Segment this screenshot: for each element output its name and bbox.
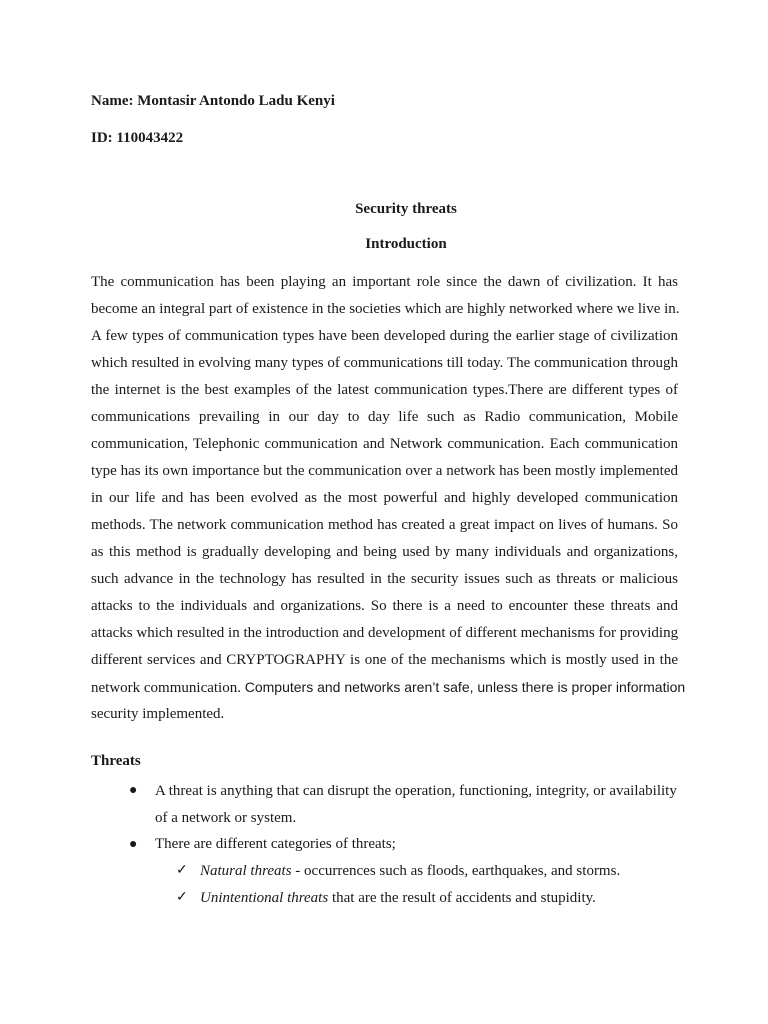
sub-bullet-description: that are the result of accidents and stupidity. [328, 890, 596, 906]
sub-bullet-term: Natural threats [200, 863, 292, 879]
paragraph-line: as this method is gradually developing and being used by many individuals and organizations, [91, 544, 678, 560]
paragraph-line: The communication has been playing an important role since the dawn of civilization. It has [91, 274, 678, 290]
paragraph-line: such advance in the technology has resulted in the security issues such as threats or malicious [91, 571, 678, 587]
paragraph-line: communications prevailing in our day to day life such as Radio communication, Mobile [91, 409, 678, 425]
paragraph-line: security implemented. [91, 706, 225, 722]
bullet-item: There are different categories of threats; [155, 836, 396, 852]
sub-bullet-item [200, 889, 596, 907]
paragraph-line: in our life and has been evolved as the most powerful and highly developed communication [91, 490, 678, 506]
paragraph-line: A few types of communication types have been developed during the earlier stage of civilization [91, 328, 678, 344]
introduction-paragraph [91, 269, 686, 728]
threats-heading: Threats [91, 753, 141, 769]
paragraph-line: methods. The network communication method has created a great impact on lives of humans. So [91, 517, 678, 533]
sub-bullet-item [200, 862, 620, 880]
paragraph-fragment-sans: Computers and networks aren’t safe, unless there is proper information [244, 679, 686, 695]
student-name: Name: Montasir Antondo Ladu Kenyi [91, 93, 335, 109]
sub-bullet-description: - occurrences such as floods, earthquakes, and storms. [291, 863, 621, 879]
student-id: ID: 110043422 [91, 130, 184, 146]
paragraph-line: attacks to the individuals and organizations. So there is a need to encounter these threats and [91, 598, 678, 614]
check-icon: ✓ [176, 863, 188, 878]
paragraph-line: different services and CRYPTOGRAPHY is one of the mechanisms which is mostly used in the [91, 652, 678, 668]
sub-bullet-term: Unintentional threats [200, 890, 329, 906]
paragraph-line: which resulted in evolving many types of communications till today. The communication through [91, 355, 678, 371]
paragraph-line: attacks which resulted in the introduction and development of different mechanisms for providing [91, 625, 679, 641]
paragraph-line: communication, Telephonic communication and Network communication. Each communication [91, 436, 678, 452]
check-icon: ✓ [176, 890, 188, 905]
paragraph-line: become an integral part of existence in the societies which are highly networked where we live in. [91, 301, 680, 317]
paragraph-fragment: network communication. [91, 680, 245, 696]
document-title: Security threats [355, 201, 457, 217]
paragraph-line: the internet is the best examples of the latest communication types.There are different types of [91, 382, 678, 398]
bullet-icon: ● [129, 837, 138, 852]
introduction-heading: Introduction [365, 236, 447, 252]
bullet-icon: ● [129, 783, 138, 798]
paragraph-line: type has its own importance but the communication over a network has been mostly implemented [91, 463, 678, 479]
bullet-item: A threat is anything that can disrupt the operation, functioning, integrity, or availability of a network or system. [155, 783, 677, 826]
paragraph-line-mixed [91, 674, 686, 701]
